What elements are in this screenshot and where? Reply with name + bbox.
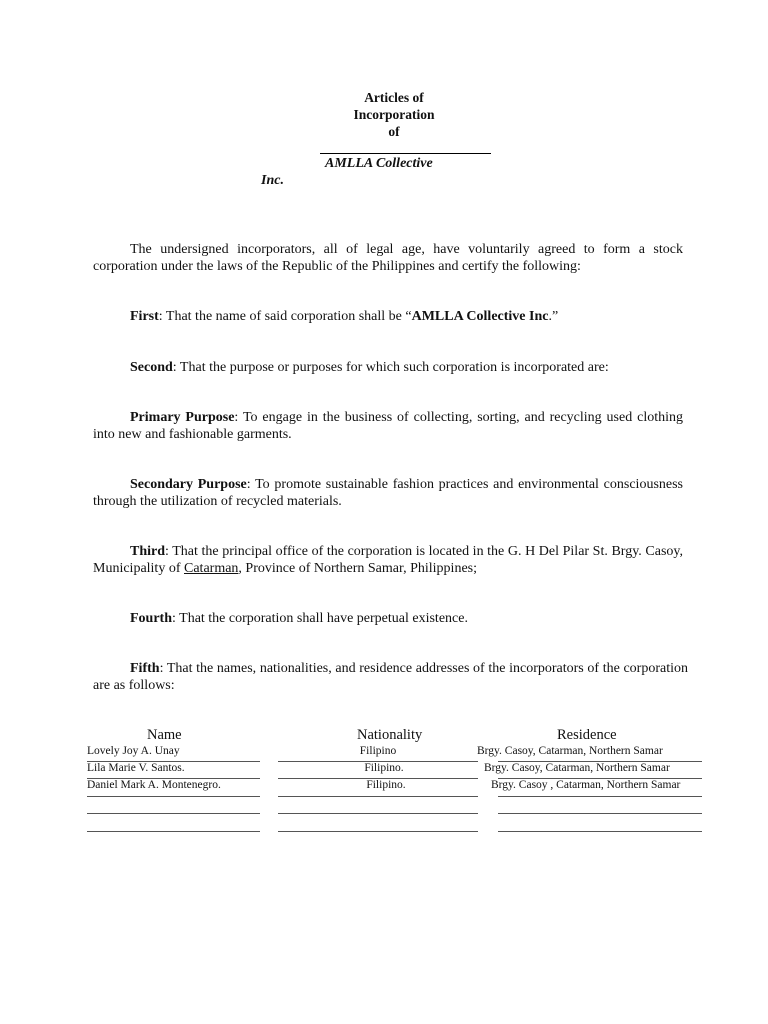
- incorporator-nationality: Filipino: [359, 745, 397, 757]
- primary-purpose-text: : To engage in the business of collecting, sorting, and recycling used clothing into new and fashionable garments.: [93, 410, 683, 442]
- incorporator-nationality: Filipino.: [364, 762, 404, 774]
- residence-rule-line: [498, 813, 702, 814]
- name-rule-line: [87, 778, 260, 779]
- corporation-name-blank-line: [320, 153, 491, 154]
- article-fourth: [93, 610, 683, 627]
- article-fifth: [93, 660, 688, 694]
- article-second-label: Second: [130, 360, 173, 375]
- title-line-3: of: [388, 124, 400, 139]
- article-second: [93, 359, 683, 376]
- article-first-corp-name: AMLLA Collective Inc: [411, 309, 549, 324]
- incorporator-name: Lila Marie V. Santos.: [87, 762, 185, 774]
- title-line-2: Incorporation: [353, 107, 435, 122]
- nationality-rule-line: [278, 778, 478, 779]
- nationality-rule-line: [278, 813, 478, 814]
- title-line-1: Articles of: [364, 90, 424, 105]
- article-third-label: Third: [130, 544, 166, 559]
- article-first: [93, 308, 683, 325]
- nationality-rule-line: [278, 831, 478, 832]
- incorporator-name: Lovely Joy A. Unay: [87, 745, 180, 757]
- article-first-end: .”: [548, 309, 559, 324]
- primary-purpose-label: Primary Purpose: [130, 410, 235, 425]
- incorporator-name: Daniel Mark A. Montenegro.: [87, 779, 221, 791]
- corporation-suffix: Inc.: [261, 173, 284, 188]
- incorporator-residence: Brgy. Casoy, Catarman, Northern Samar: [477, 745, 663, 757]
- nationality-rule-line: [278, 761, 478, 762]
- name-rule-line: [87, 761, 260, 762]
- municipality-name: Catarman: [184, 561, 239, 576]
- article-third: [93, 543, 683, 577]
- article-first-label: First: [130, 309, 159, 324]
- residence-rule-line: [498, 761, 702, 762]
- incorporator-residence: Brgy. Casoy, Catarman, Northern Samar: [484, 762, 670, 774]
- corporation-name: AMLLA Collective: [325, 156, 433, 171]
- article-fourth-label: Fourth: [130, 611, 172, 626]
- nationality-rule-line: [278, 796, 478, 797]
- column-header-nationality: Nationality: [357, 727, 423, 743]
- intro-paragraph: The undersigned incorporators, all of legal age, have voluntarily agreed to form a stock corporation under the laws of the Republic of the Philippines and certify the following:: [93, 242, 683, 274]
- secondary-purpose-label: Secondary Purpose: [130, 477, 247, 492]
- residence-rule-line: [498, 778, 702, 779]
- name-rule-line: [87, 796, 260, 797]
- article-fifth-text: : That the names, nationalities, and residence addresses of the incorporators of the corporation are as follows:: [93, 661, 688, 693]
- column-header-name: Name: [147, 727, 182, 743]
- article-fifth-label: Fifth: [130, 661, 160, 676]
- incorporator-residence: Brgy. Casoy , Catarman, Northern Samar: [491, 779, 681, 791]
- column-header-residence: Residence: [557, 727, 617, 743]
- primary-purpose: [93, 409, 683, 443]
- secondary-purpose: [93, 476, 683, 510]
- article-first-text: : That the name of said corporation shall be “: [158, 309, 412, 324]
- article-third-end: , Province of Northern Samar, Philippines;: [238, 561, 477, 576]
- article-third-text: : That the principal office of the corporation is located in the G. H Del Pilar St. Brgy. Casoy, Municipality of: [93, 544, 683, 576]
- article-second-text: : That the purpose or purposes for which such corporation is incorporated are:: [172, 360, 609, 375]
- residence-rule-line: [498, 796, 702, 797]
- article-fourth-text: : That the corporation shall have perpetual existence.: [172, 611, 468, 626]
- name-rule-line: [87, 813, 260, 814]
- secondary-purpose-text: : To promote sustainable fashion practices and environmental consciousness through the utilization of recycled materials.: [93, 477, 684, 509]
- incorporator-nationality: Filipino.: [366, 779, 406, 791]
- name-rule-line: [87, 831, 260, 832]
- residence-rule-line: [498, 831, 702, 832]
